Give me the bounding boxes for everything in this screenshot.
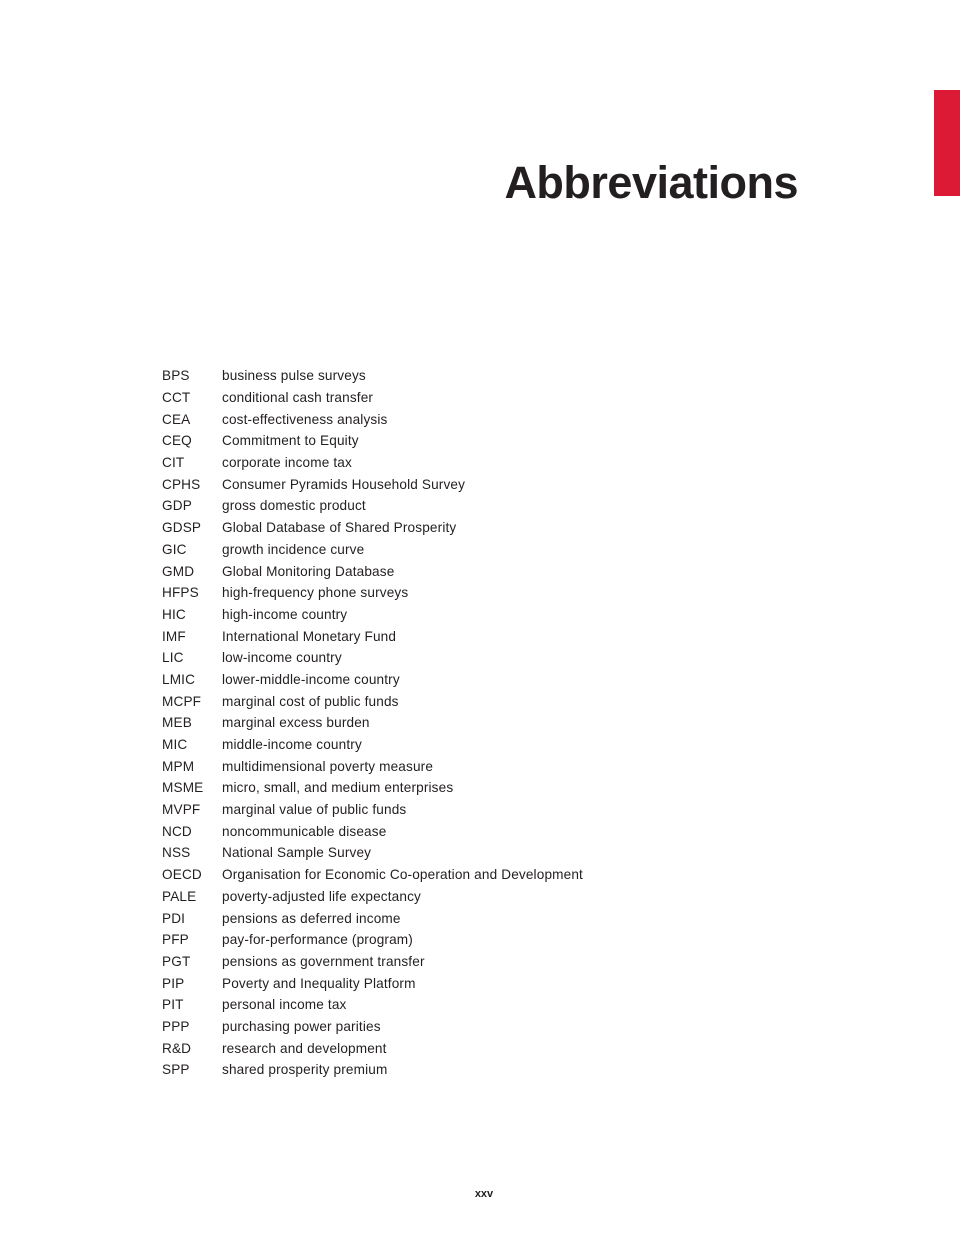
abbreviation-definition: high-frequency phone surveys (222, 585, 409, 601)
abbreviation-code: IMF (162, 628, 186, 644)
abbreviation-definition: micro, small, and medium enterprises (222, 780, 454, 796)
abbreviation-row (162, 625, 722, 647)
abbreviation-code: GDP (162, 498, 192, 514)
abbreviation-definition: Global Monitoring Database (222, 563, 395, 579)
abbreviation-code: PPP (162, 1018, 190, 1034)
abbreviation-code: MSME (162, 780, 204, 796)
abbreviation-code: LIC (162, 650, 184, 666)
abbreviation-row (162, 820, 722, 842)
abbreviation-definition: purchasing power parities (222, 1018, 381, 1034)
abbreviation-row (162, 517, 722, 539)
abbreviation-row (162, 951, 722, 973)
abbreviation-definition: research and development (222, 1040, 387, 1056)
abbreviation-row (162, 907, 722, 929)
abbreviation-row (162, 842, 722, 864)
abbreviation-row (162, 539, 722, 561)
abbreviation-definition: Organisation for Economic Co-operation and Development (222, 867, 583, 883)
abbreviation-row (162, 755, 722, 777)
abbreviation-code: NSS (162, 845, 191, 861)
abbreviation-code: HIC (162, 606, 186, 622)
abbreviation-definition: corporate income tax (222, 455, 352, 471)
abbreviation-definition: marginal excess burden (222, 715, 370, 731)
abbreviation-code: GIC (162, 541, 187, 557)
abbreviation-row (162, 473, 722, 495)
abbreviation-code: CIT (162, 455, 185, 471)
abbreviation-definition: high-income country (222, 606, 348, 622)
abbreviation-definition: pay-for-performance (program) (222, 932, 413, 948)
abbreviation-row (162, 886, 722, 908)
abbreviation-row (162, 690, 722, 712)
abbreviation-definition: Global Database of Shared Prosperity (222, 520, 457, 536)
abbreviation-definition: cost-effectiveness analysis (222, 411, 388, 427)
abbreviation-code: OECD (162, 867, 202, 883)
abbreviation-definition: growth incidence curve (222, 541, 365, 557)
abbreviation-row (162, 712, 722, 734)
abbreviation-row (162, 408, 722, 430)
abbreviation-row (162, 430, 722, 452)
abbreviation-definition: pensions as government transfer (222, 953, 425, 969)
abbreviation-code: PIT (162, 997, 184, 1013)
abbreviation-row (162, 365, 722, 387)
abbreviation-definition: personal income tax (222, 997, 347, 1013)
abbreviation-code: MVPF (162, 802, 201, 818)
page-title: Abbreviations (504, 157, 798, 208)
abbreviation-definition: conditional cash transfer (222, 390, 374, 406)
abbreviation-code: HFPS (162, 585, 199, 601)
abbreviation-definition: poverty-adjusted life expectancy (222, 888, 421, 904)
abbreviation-definition: business pulse surveys (222, 368, 366, 384)
abbreviation-row (162, 734, 722, 756)
abbreviation-row (162, 994, 722, 1016)
abbreviation-row (162, 799, 722, 821)
abbreviation-code: NCD (162, 823, 192, 839)
abbreviation-definition: Commitment to Equity (222, 433, 359, 449)
abbreviation-definition: pensions as deferred income (222, 910, 401, 926)
abbreviation-definition: low-income country (222, 650, 342, 666)
abbreviation-row (162, 387, 722, 409)
abbreviation-definition: marginal value of public funds (222, 802, 407, 818)
abbreviation-row (162, 1016, 722, 1038)
abbreviation-row (162, 1059, 722, 1081)
abbreviation-code: BPS (162, 368, 190, 384)
abbreviation-code: MCPF (162, 693, 202, 709)
abbreviations-list (162, 365, 722, 1081)
abbreviation-code: R&D (162, 1040, 192, 1056)
abbreviation-row (162, 452, 722, 474)
abbreviation-row (162, 604, 722, 626)
abbreviation-definition: International Monetary Fund (222, 628, 397, 644)
abbreviation-code: MEB (162, 715, 192, 731)
abbreviation-row (162, 1037, 722, 1059)
abbreviation-definition: National Sample Survey (222, 845, 372, 861)
abbreviation-definition: Consumer Pyramids Household Survey (222, 476, 466, 492)
abbreviation-definition: gross domestic product (222, 498, 366, 514)
abbreviation-code: MPM (162, 758, 195, 774)
abbreviation-row (162, 972, 722, 994)
abbreviation-code: CEA (162, 411, 191, 427)
abbreviation-definition: marginal cost of public funds (222, 693, 399, 709)
abbreviation-definition: multidimensional poverty measure (222, 758, 434, 774)
abbreviation-row (162, 582, 722, 604)
chapter-tab-marker (934, 90, 960, 196)
abbreviation-code: GDSP (162, 520, 202, 536)
abbreviation-code: GMD (162, 563, 195, 579)
abbreviation-code: LMIC (162, 671, 196, 687)
abbreviation-code: PALE (162, 888, 197, 904)
abbreviation-row (162, 647, 722, 669)
abbreviation-row (162, 929, 722, 951)
abbreviation-code: PDI (162, 910, 186, 926)
abbreviation-definition: lower-middle-income country (222, 671, 400, 687)
abbreviation-row (162, 777, 722, 799)
abbreviation-code: CPHS (162, 476, 201, 492)
abbreviation-code: PFP (162, 932, 189, 948)
abbreviation-code: PGT (162, 953, 191, 969)
abbreviation-definition: noncommunicable disease (222, 823, 387, 839)
abbreviation-row (162, 669, 722, 691)
abbreviation-definition: Poverty and Inequality Platform (222, 975, 416, 991)
abbreviation-definition: shared prosperity premium (222, 1062, 388, 1078)
abbreviation-code: CCT (162, 390, 191, 406)
abbreviation-row (162, 864, 722, 886)
abbreviation-row (162, 495, 722, 517)
abbreviation-code: CEQ (162, 433, 192, 449)
abbreviation-code: SPP (162, 1062, 190, 1078)
abbreviation-code: PIP (162, 975, 185, 991)
abbreviation-definition: middle-income country (222, 737, 362, 753)
page-number: xxv (474, 1188, 494, 1200)
abbreviation-code: MIC (162, 737, 188, 753)
abbreviation-row (162, 560, 722, 582)
